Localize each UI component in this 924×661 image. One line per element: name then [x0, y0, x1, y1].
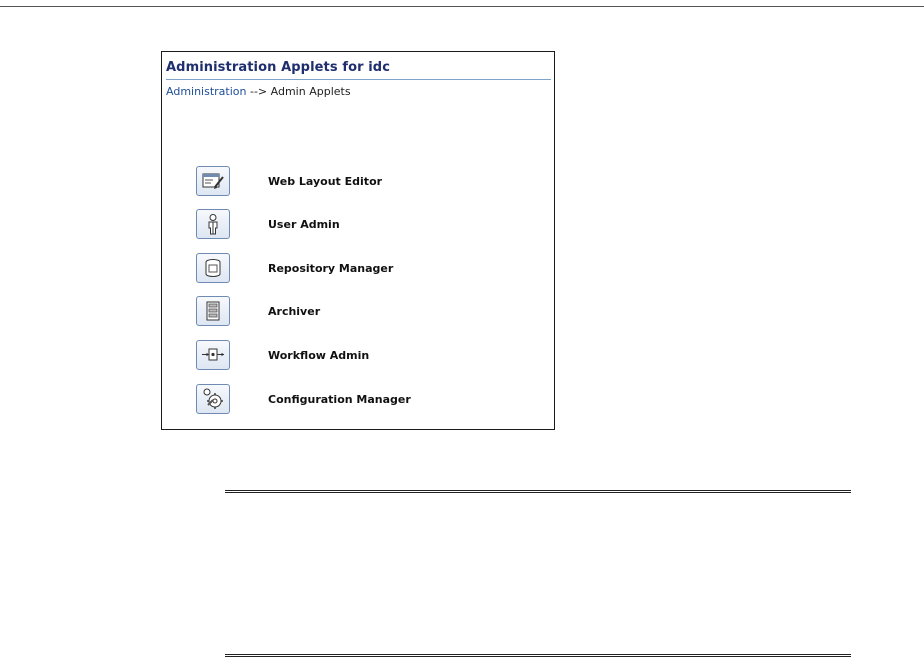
applet-web-layout-editor[interactable] — [196, 166, 526, 196]
breadcrumb-separator: --> — [246, 85, 271, 98]
applet-label[interactable]: Configuration Manager — [268, 392, 411, 406]
user-admin-icon[interactable] — [196, 209, 230, 239]
configuration-manager-icon[interactable] — [196, 384, 230, 414]
breadcrumb-current: Admin Applets — [270, 85, 351, 98]
note-top-rule — [225, 490, 851, 493]
applet-user-admin[interactable] — [196, 209, 526, 239]
breadcrumb — [166, 85, 351, 98]
page-title: Administration Applets for idc — [166, 60, 391, 75]
applet-archiver[interactable] — [196, 296, 526, 326]
repository-manager-icon[interactable] — [196, 253, 230, 283]
applet-configuration-manager[interactable] — [196, 384, 526, 414]
applet-label[interactable]: Repository Manager — [268, 261, 394, 275]
archiver-icon[interactable] — [196, 296, 230, 326]
applet-workflow-admin[interactable] — [196, 340, 526, 370]
applet-label[interactable]: User Admin — [268, 217, 340, 231]
applet-label[interactable]: Archiver — [268, 304, 321, 318]
title-divider — [166, 79, 551, 80]
admin-applets-panel — [161, 51, 555, 430]
breadcrumb-administration-link[interactable]: Administration — [166, 85, 247, 98]
applet-label[interactable]: Web Layout Editor — [268, 174, 383, 188]
applet-label[interactable]: Workflow Admin — [268, 348, 370, 362]
note-bottom-rule — [225, 654, 851, 657]
workflow-admin-icon[interactable] — [196, 340, 230, 370]
page-top-rule — [0, 6, 924, 7]
applet-repository-manager[interactable] — [196, 253, 526, 283]
web-layout-editor-icon[interactable] — [196, 166, 230, 196]
